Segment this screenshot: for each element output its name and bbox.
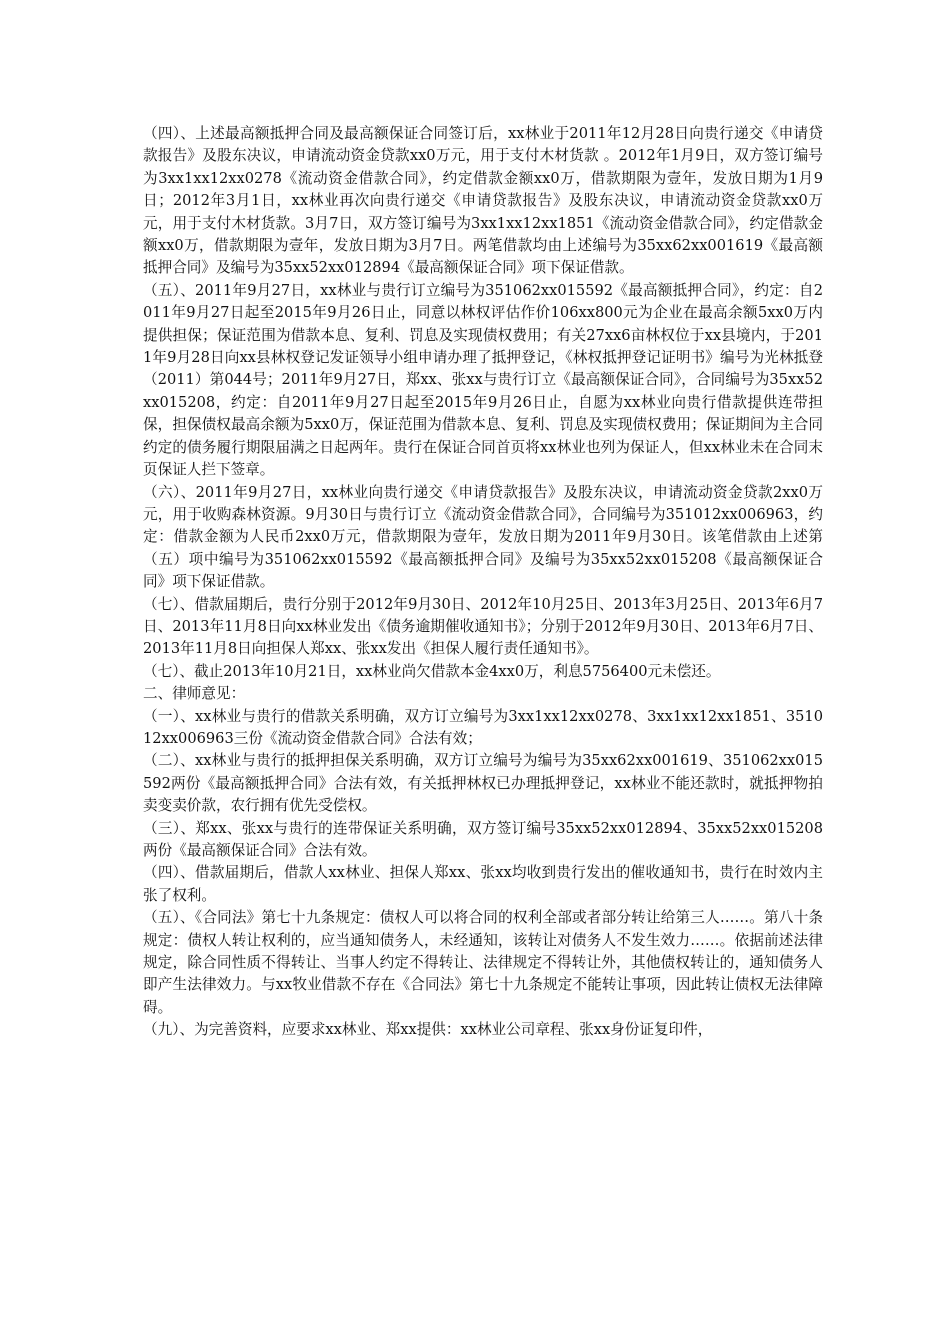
opinion-item-4: （四）、借款届期后，借款人xx林业、担保人郑xx、张xx均收到贵行发出的催收通知书，贵行在时效内主张了权利。 — [143, 864, 823, 904]
opinion-item-5: （五）、《合同法》第七十九条规定：债权人可以将合同的权利全部或者部分转让给第三人……。第八十条规定：债权人转让权利的，应当通知债务人，未经通知，该转让对债务人不发生效力……。依据前述法律规定，除合同性质不得转让、当事人约定不得转让、法律规定不得转让外，其他债权转让的，通知债务人即产生法律效力。与xx牧业借款不存在《合同法》第七十九条规定不能转让事项，因此转让债权无法律障碍。 — [143, 909, 823, 1016]
paragraph-section-5: （五）、2011年9月27日，xx林业与贵行订立编号为351062xx015592《最高额抵押合同》，约定：自2011年9月27日起至2015年9月26日止，同意以林权评估作价106xx800元为企业在最高余额5xx0万内提供担保；保证范围为借款本息、复利、罚息及实现债权费用；有关27xx6亩林权位于xx县境内，于2011年9月28日向xx县林权登记发证领导小组申请办理了抵押登记，《林权抵押登记证明书》编号为光林抵登（2011）第044号；2011年9月27日，郑xx、张xx与贵行订立《最高额保证合同》，合同编号为35xx52xx015208，约定：自2011年9月27日起至2015年9月26日止，自愿为xx林业向贵行借款提供连带担保，担保债权最高余额为5xx0万，保证范围为借款本息、复利、罚息及实现债权费用；保证期间为主合同约定的债务履行期限届满之日起两年。贵行在保证合同首页将xx林业也列为保证人，但xx林业未在合同末页保证人拦下签章。 — [143, 281, 823, 479]
opinion-item-1: （一）、xx林业与贵行的借款关系明确，双方订立编号为3xx1xx12xx0278、3xx1xx12xx1851、351012xx006963三份《流动资金借款合同》合法有效； — [143, 707, 823, 747]
paragraph-section-7a: （七）、借款届期后，贵行分别于2012年9月30日、2012年10月25日、2013年3月25日、2013年6月7日、2013年11月8日向xx林业发出《债务逾期催收通知书》；分别于2012年9月30日、2013年6月7日、2013年11月8日向担保人郑xx、张xx发出《担保人履行责任通知书》。 — [143, 595, 823, 658]
document-body — [143, 123, 823, 1042]
paragraph-section-6: （六）、2011年9月27日，xx林业向贵行递交《申请贷款报告》及股东决议，申请流动资金贷款2xx0万元，用于收购森林资源。9月30日与贵行订立《流动资金借款合同》，合同编号为351012xx006963，约定：借款金额为人民币2xx0万元，借款期限为壹年，发放日期为2011年9月30日。该笔借款由上述第（五）项中编号为351062xx015592《最高额抵押合同》及编号为35xx52xx015208《最高额保证合同》项下保证借款。 — [143, 483, 823, 591]
opinion-item-9: （九）、为完善资料，应要求xx林业、郑xx提供：xx林业公司章程、张xx身份证复印件， — [143, 1021, 713, 1039]
paragraph-section-7b: （七）、截止2013年10月21日，xx林业尚欠借款本金4xx0万，利息5756400元未偿还。 — [143, 662, 721, 680]
opinion-item-2: （二）、xx林业与贵行的抵押担保关系明确，双方订立编号为编号为35xx62xx001619、351062xx015592两份《最高额抵押合同》合法有效，有关抵押林权已办理抵押登记，xx林业不能还款时，就抵押物拍卖变卖价款，农行拥有优先受偿权。 — [143, 752, 823, 815]
section-heading-lawyer-opinion: 二、律师意见： — [143, 685, 246, 703]
paragraph-section-4: （四）、上述最高额抵押合同及最高额保证合同签订后，xx林业于2011年12月28日向贵行递交《申请贷款报告》及股东决议，申请流动资金贷款xx0万元，用于支付木材货款 。2012年1月9日，双方签订编号为3xx1xx12xx0278《流动资金借款合同》，约定借款金额xx0万，借款期限为壹年，发放日期为1月9日；2012年3月1日，xx林业再次向贵行递交《申请贷款报告》及股东决议，申请流动资金贷款xx0万元，用于支付木材货款。3月7日，双方签订编号为3xx1xx12xx1851《流动资金借款合同》，约定借款金额xx0万，借款期限为壹年，发放日期为3月7日。两笔借款均由上述编号为35xx62xx001619《最高额抵押合同》及编号为35xx52xx012894《最高额保证合同》项下保证借款。 — [143, 125, 823, 277]
opinion-item-3: （三）、郑xx、张xx与贵行的连带保证关系明确，双方签订编号35xx52xx012894、35xx52xx015208两份《最高额保证合同》合法有效。 — [143, 819, 823, 859]
